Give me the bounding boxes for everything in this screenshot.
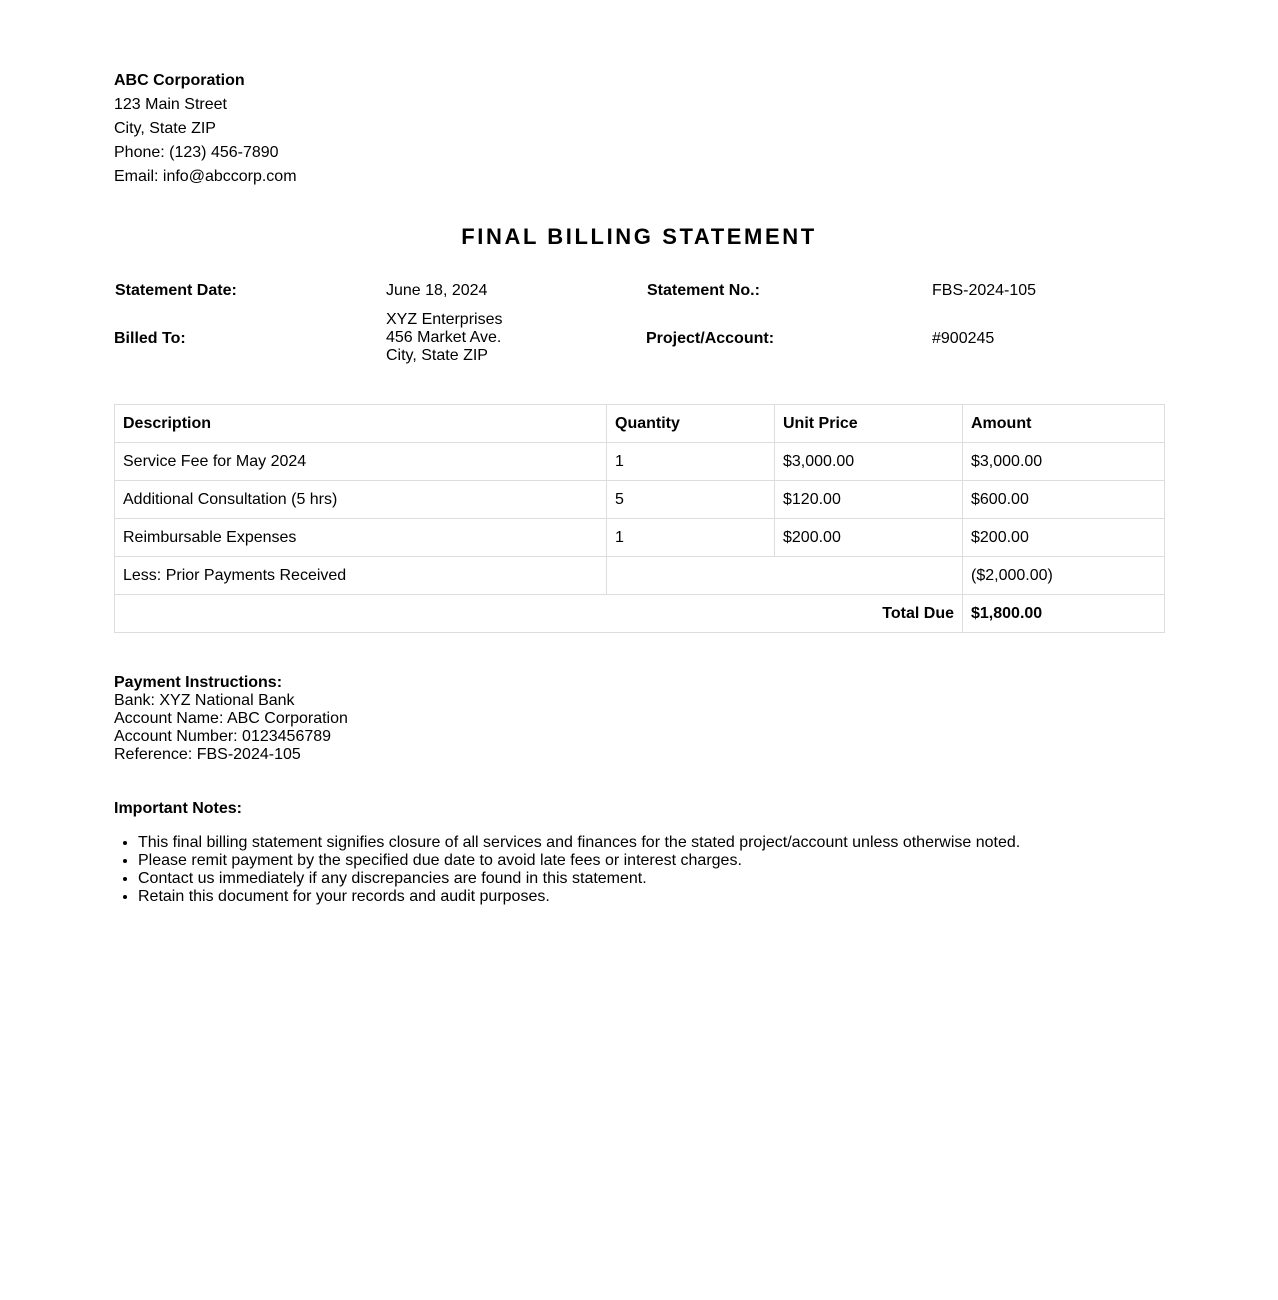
cell-amount: $600.00	[963, 481, 1165, 519]
cell-amount: $3,000.00	[963, 443, 1165, 481]
cell-unit-price: $3,000.00	[775, 443, 963, 481]
billed-to-address	[386, 311, 502, 365]
empty-cell	[607, 557, 963, 595]
list-item: • This final billing statement signifies closure of all services and finances for the stated project/account unless otherwise noted.	[138, 834, 1238, 852]
notes-heading: Important Notes:	[114, 800, 242, 817]
company-city: City, State ZIP	[114, 120, 216, 137]
billed-to-line: 456 Market Ave.	[386, 329, 502, 346]
prior-payments-amount: ($2,000.00)	[963, 557, 1165, 595]
cell-quantity: 1	[607, 443, 775, 481]
cell-unit-price: $200.00	[775, 519, 963, 557]
total-due-label: Total Due	[115, 595, 963, 633]
list-item: • Retain this document for your records and audit purposes.	[138, 888, 1238, 906]
payment-line: Reference: FBS-2024-105	[114, 746, 301, 763]
cell-description: Additional Consultation (5 hrs)	[115, 481, 607, 519]
payment-line: Account Name: ABC Corporation	[114, 710, 348, 727]
total-due-amount: $1,800.00	[963, 595, 1165, 633]
company-street: 123 Main Street	[114, 96, 227, 113]
statement-no-value: FBS-2024-105	[932, 282, 1037, 299]
statement-date-value: June 18, 2024	[386, 282, 488, 299]
document-title: FINAL BILLING STATEMENT	[461, 224, 817, 249]
cell-quantity: 5	[607, 481, 775, 519]
table-row	[115, 481, 1165, 519]
project-account-value: #900245	[932, 330, 995, 347]
company-phone: Phone: (123) 456-7890	[114, 144, 279, 161]
cell-unit-price: $120.00	[775, 481, 963, 519]
project-account-label: Project/Account:	[646, 330, 775, 347]
statement-no-label: Statement No.:	[647, 282, 760, 299]
cell-amount: $200.00	[963, 519, 1165, 557]
cell-description: Service Fee for May 2024	[115, 443, 607, 481]
billed-to-line: XYZ Enterprises	[386, 311, 503, 328]
company-email: Email: info@abccorp.com	[114, 168, 297, 185]
list-item: • Contact us immediately if any discrepancies are found in this statement.	[138, 870, 1238, 888]
notes-list	[114, 834, 1238, 906]
column-header-amount: Amount	[963, 405, 1165, 443]
table-row	[115, 519, 1165, 557]
prior-payments-label: Less: Prior Payments Received	[115, 557, 607, 595]
column-header-unit-price: Unit Price	[775, 405, 963, 443]
list-item: • Please remit payment by the specified due date to avoid late fees or interest charges.	[138, 852, 1238, 870]
payment-heading: Payment Instructions:	[114, 674, 283, 691]
payment-line: Account Number: 0123456789	[114, 728, 332, 745]
table-header-row	[115, 405, 1165, 443]
company-name: ABC Corporation	[114, 72, 245, 89]
total-row	[115, 595, 1165, 633]
prior-payments-row	[115, 557, 1165, 595]
column-header-description: Description	[115, 405, 607, 443]
billing-items-table	[114, 404, 1165, 633]
cell-description: Reimbursable Expenses	[115, 519, 607, 557]
statement-date-label: Statement Date:	[115, 282, 237, 299]
payment-instructions	[114, 674, 348, 764]
column-header-quantity: Quantity	[607, 405, 775, 443]
cell-quantity: 1	[607, 519, 775, 557]
table-row	[115, 443, 1165, 481]
company-info	[114, 69, 297, 189]
billed-to-label: Billed To:	[114, 330, 186, 347]
billed-to-line: City, State ZIP	[386, 347, 488, 364]
payment-line: Bank: XYZ National Bank	[114, 692, 295, 709]
